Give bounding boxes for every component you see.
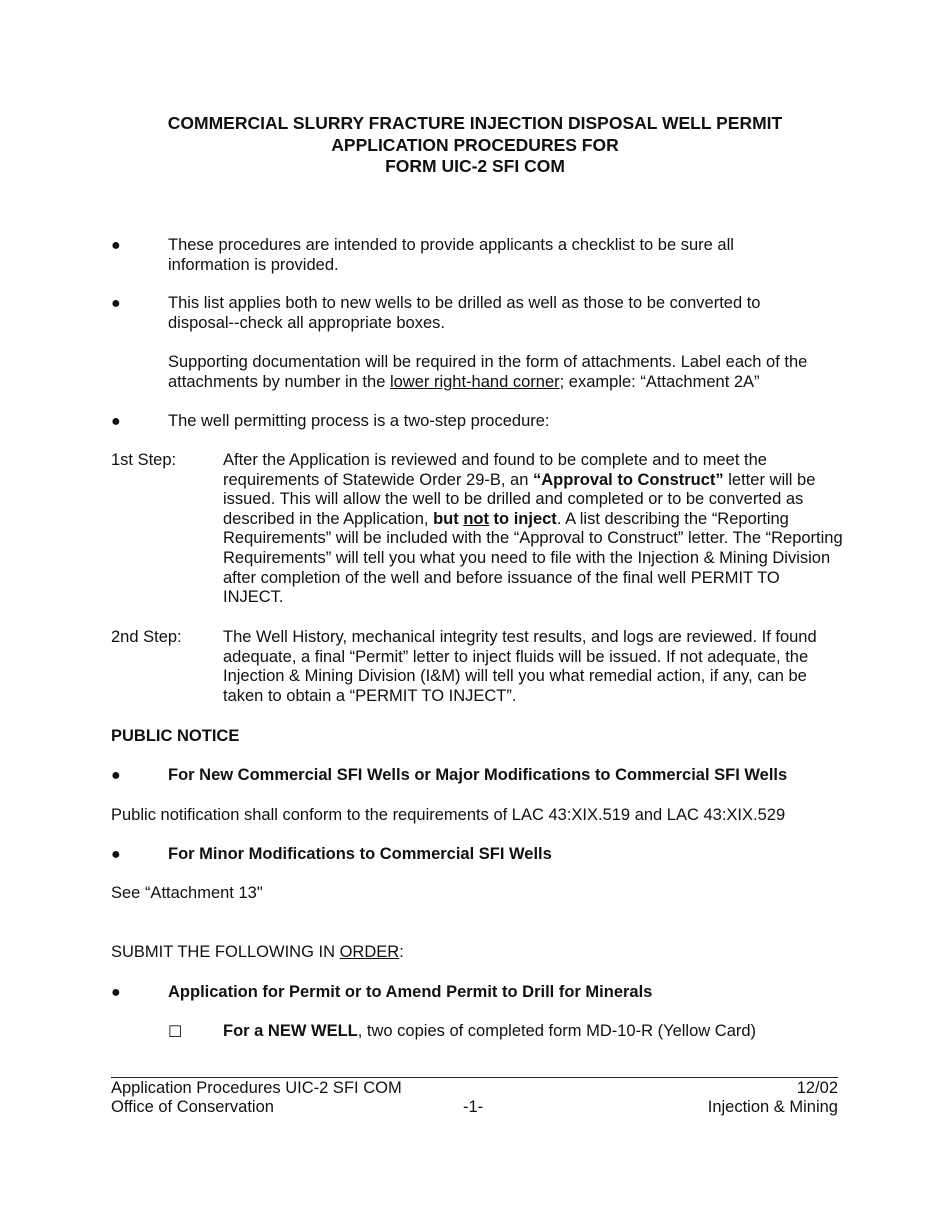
bullet-icon: ● — [111, 295, 121, 312]
step1-part-g: . A list describing the “Reporting Requirements” will be included with the “Approval to Construct” letter. The “Reporting Requirements” will tell you what you need to file with the Injection & Mining Division after completion of the well and before issuance of the final well PERMIT TO INJECT. — [223, 509, 843, 607]
submit-order-underlined: ORDER — [339, 943, 400, 961]
step2-text: The Well History, mechanical integrity test results, and logs are reviewed. If found adequate, a final “Permit” letter to inject fluids will be issued. If not adequate, the Injection & Mining Division (I&M) will tell you what remedial action, if any, can be taken to obtain a “PERMIT TO INJECT”. — [223, 628, 817, 705]
minor-modifications-heading: For Minor Modifications to Commercial SFI Wells — [168, 845, 552, 863]
footer-left-line2: Office of Conservation — [111, 1098, 274, 1116]
new-wells-heading: For New Commercial SFI Wells or Major Modifications to Commercial SFI Wells — [168, 766, 788, 784]
step1-part-a: After the Application is reviewed and found to be complete and to meet the requirements of Statewide Order 29-B, an — [223, 451, 767, 489]
title-line-2: APPLICATION PROCEDURES FOR — [331, 134, 619, 155]
bullet-icon: ● — [111, 237, 121, 254]
public-notification-text: Public notification shall conform to the requirements of LAC 43:XIX.519 and LAC 43:XIX.529 — [111, 806, 786, 824]
page-title — [0, 113, 950, 178]
public-notice-heading: PUBLIC NOTICE — [111, 727, 240, 745]
title-line-3: FORM UIC-2 SFI COM — [385, 156, 565, 176]
application-heading: Application for Permit or to Amend Permit to Drill for Minerals — [168, 983, 653, 1001]
support-text-underlined: lower right-hand corner — [389, 372, 560, 391]
checkbox-icon[interactable]: ☐ — [168, 1024, 183, 1041]
new-well-bold: For a NEW WELL — [223, 1022, 358, 1040]
bullet-icon: ● — [111, 413, 121, 430]
support-text-post: ; example: “Attachment 2A” — [559, 372, 760, 391]
bullet-text-two-step: The well permitting process is a two-step procedure: — [168, 412, 550, 430]
bullet-icon: ● — [111, 984, 121, 1001]
see-attachment-text: See “Attachment 13" — [111, 884, 263, 902]
footer-right-line1: 12/02 — [796, 1079, 838, 1097]
submit-instruction — [111, 943, 841, 963]
footer-right-line2: Injection & Mining — [707, 1098, 838, 1116]
step1-text — [223, 451, 843, 608]
step1-to-inject-bold: to inject — [488, 509, 557, 528]
new-well-item — [223, 1022, 843, 1042]
step1-part-c: letter will be issued. This will allow the well to be drilled and completed or to be converted as described in the Application, — [223, 470, 816, 528]
step2-label: 2nd Step: — [111, 628, 182, 646]
bullet-icon: ● — [111, 767, 121, 784]
bullet-text-checklist: These procedures are intended to provide applicants a checklist to be sure all information is provided. — [168, 236, 734, 274]
bullet-icon: ● — [111, 846, 121, 863]
step1-but-bold: but — [433, 509, 464, 528]
step1-label: 1st Step: — [111, 451, 177, 469]
supporting-documentation-text — [168, 353, 843, 392]
submit-pre: SUBMIT THE FOLLOWING IN — [111, 943, 340, 961]
bullet-text-applies: This list applies both to new wells to be drilled as well as those to be converted to disposal--check all appropriate boxes. — [168, 294, 761, 332]
new-well-rest: , two copies of completed form MD-10-R (Yellow Card) — [357, 1022, 757, 1040]
step1-not-bold-underlined: not — [463, 509, 489, 528]
submit-post: : — [399, 943, 404, 961]
step1-approval-bold: “Approval to Construct” — [533, 470, 724, 489]
footer-divider — [111, 1077, 838, 1078]
title-line-1: COMMERCIAL SLURRY FRACTURE INJECTION DISPOSAL WELL PERMIT — [167, 113, 783, 133]
footer-left-line1: Application Procedures UIC-2 SFI COM — [111, 1079, 402, 1097]
support-text-pre: Supporting documentation will be required in the form of attachments. Label each of the attachments by number in the — [168, 353, 808, 391]
footer-page-number: -1- — [463, 1098, 484, 1116]
